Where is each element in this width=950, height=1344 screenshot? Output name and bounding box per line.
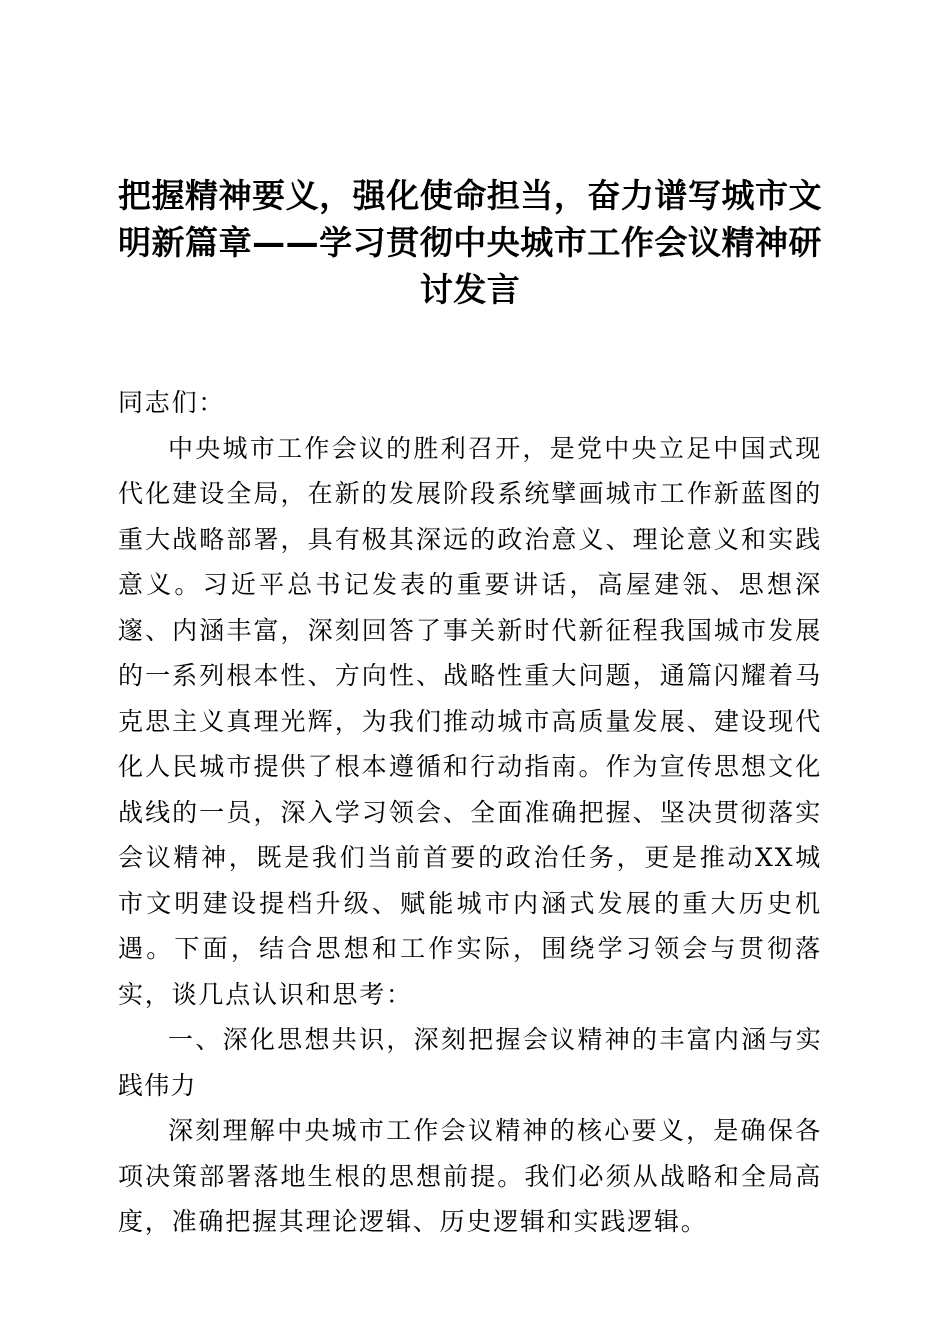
document-body [118,380,822,1245]
section-heading-1: 一、深化思想共识，深刻把握会议精神的丰富内涵与实践伟力 [118,1025,822,1100]
salutation: 同志们： [118,388,226,417]
intro-paragraph: 中央城市工作会议的胜利召开，是党中央立足中国式现代化建设全局，在新的发展阶段系统擘画城市工作新蓝图的重大战略部署，具有极其深远的政治意义、理论意义和实践意义。习近平总书记发表的重要讲话，高屋建瓴、思想深邃、内涵丰富，深刻回答了事关新时代新征程我国城市发展的一系列根本性、方向性、战略性重大问题，通篇闪耀着马克思主义真理光辉，为我们推动城市高质量发展、建设现代化人民城市提供了根本遵循和行动指南。作为宣传思想文化战线的一员，深入学习领会、全面准确把握、坚决贯彻落实会议精神，既是我们当前首要的政治任务，更是推动XX城市文明建设提档升级、赋能城市内涵式发展的重大历史机遇。下面，结合思想和工作实际，围绕学习领会与贯彻落实，谈几点认识和思考： [118,433,822,1009]
section-paragraph-1: 深刻理解中央城市工作会议精神的核心要义，是确保各项决策部署落地生根的思想前提。我们必须从战略和全局高度，准确把握其理论逻辑、历史逻辑和实践逻辑。 [118,1116,822,1236]
document-page [118,172,822,1245]
document-title: 把握精神要义，强化使命担当，奋力谱写城市文明新篇章——学习贯彻中央城市工作会议精神研讨发言 [118,176,822,309]
